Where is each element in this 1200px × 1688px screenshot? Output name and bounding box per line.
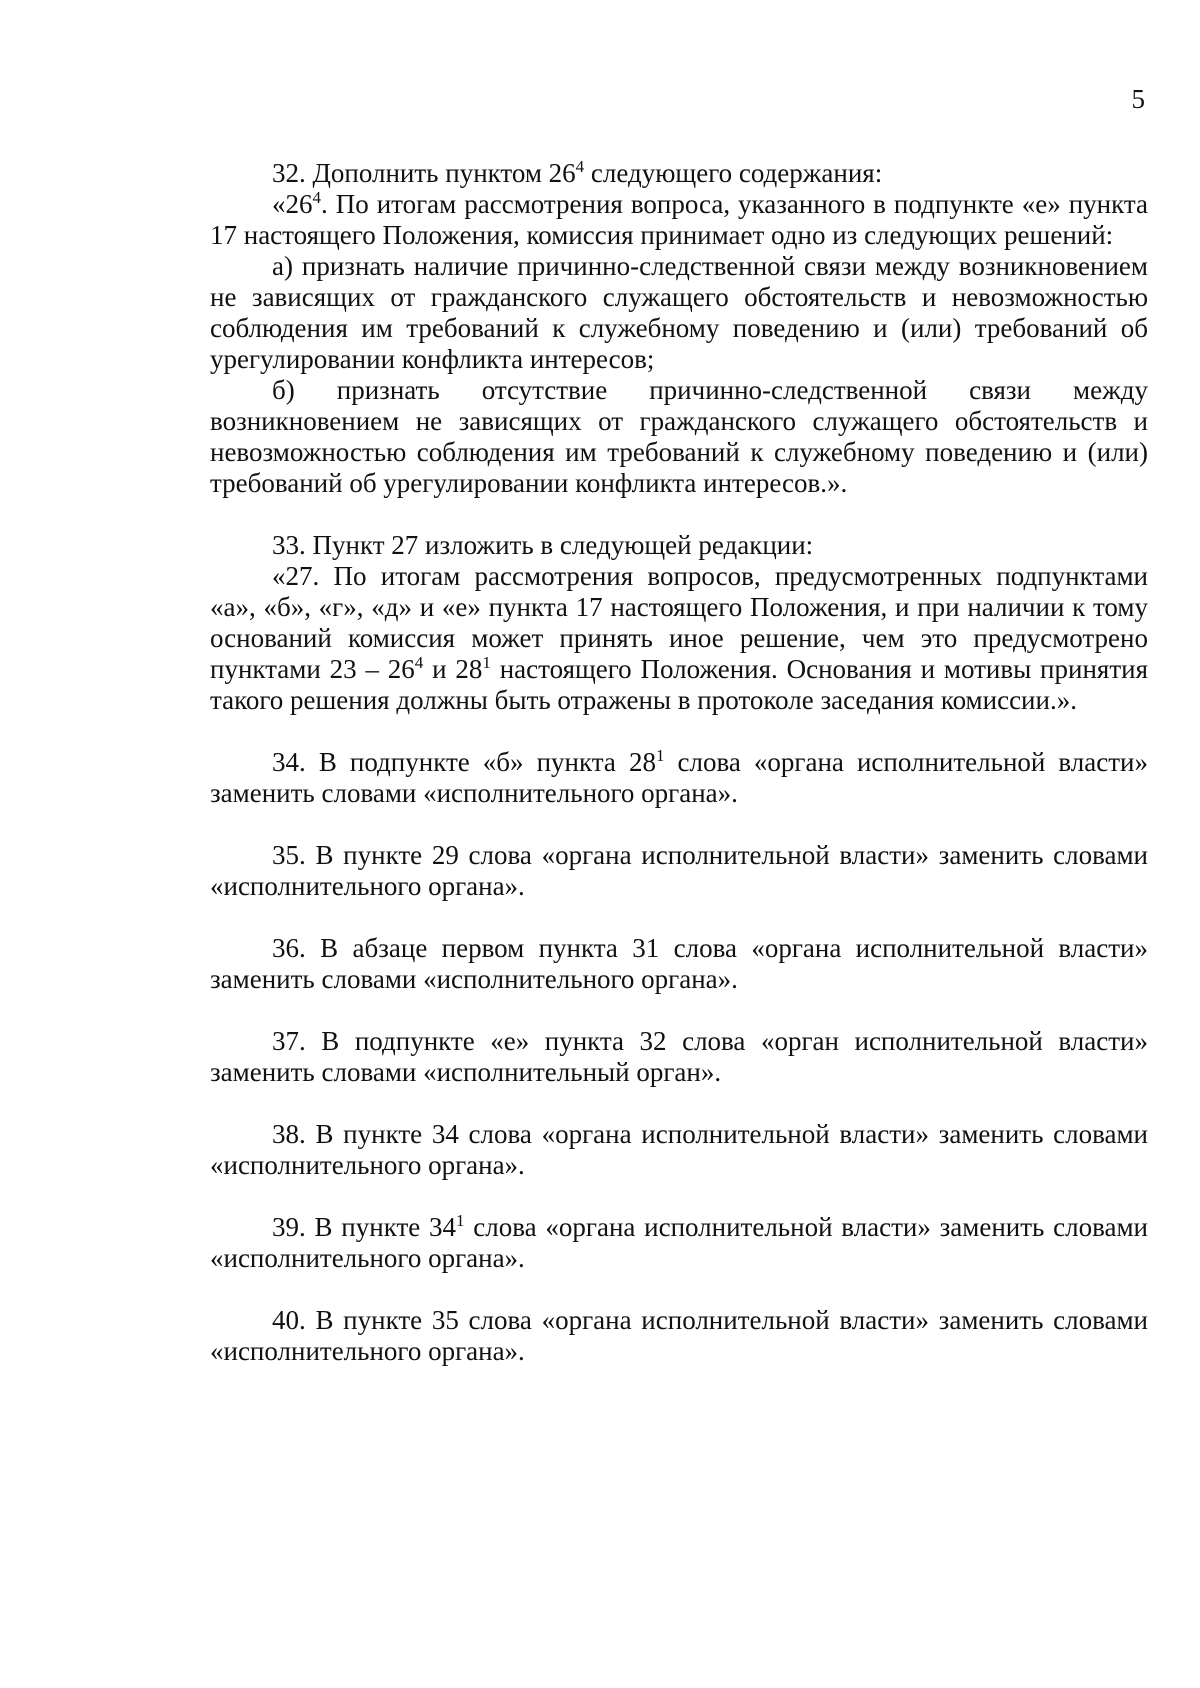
paragraph-gap: [210, 1088, 1148, 1119]
item-34: 34. В подпункте «б» пункта $28^1$ слова «органа исполнительной власти» заменить словами «исполнительного органа».: [210, 746, 1148, 808]
item-33-heading: 33. Пункт 27 изложить в следующей редакции:: [272, 530, 814, 560]
item-40: 40. В пункте 35 слова «органа исполнительной власти» заменить словами «исполнительного органа».: [210, 1305, 1148, 1366]
item-32-subpoint-a: а) признать наличие причинно-следственной связи между возникновением не зависящих от гражданского служащего обстоятельств и невозможностью соблюдения им требований к служебному поведению и (или) требований об урегулировании конфликта интересов;: [210, 251, 1148, 374]
document-body: [210, 158, 1148, 1367]
item-36: 36. В абзаце первом пункта 31 слова «органа исполнительной власти» заменить словами «исполнительного органа».: [210, 933, 1148, 994]
item-32-subpoint-b: б) признать отсутствие причинно-следственной связи между возникновением не зависящих от гражданского служащего обстоятельств и невозможностью соблюдения им требований к служебному поведению и (или) требований об урегулировании конфликта интересов.».: [210, 375, 1148, 498]
paragraph-gap: [210, 716, 1148, 747]
item-38: 38. В пункте 34 слова «органа исполнительной власти» заменить словами «исполнительного органа».: [210, 1119, 1148, 1180]
item-39: 39. В пункте $34^1$ слова «органа исполнительной власти» заменить словами «исполнительного органа».: [210, 1211, 1149, 1273]
page-number: 5: [1131, 84, 1145, 114]
paragraph-gap: [210, 995, 1148, 1026]
item-35: 35. В пункте 29 слова «органа исполнительной власти» заменить словами «исполнительного органа».: [210, 840, 1148, 901]
item-32-quote: «$26^4$. По итогам рассмотрения вопроса, указанного в подпункте «е» пункта 17 настоящего Положения, комиссия принимает одно из следующих решений:: [210, 188, 1148, 250]
paragraph-gap: [210, 499, 1148, 530]
item-33-text: «27. По итогам рассмотрения вопросов, предусмотренных подпунктами «а», «б», «г», «д» и «е» пункта 17 настоящего Положения, и при наличии к тому оснований комиссия может принять иное решение, чем это предусмотрено пунктами $23 - 26^4$ и $28^1$ настоящего Положения. Основания и мотивы принятия такого решения должны быть отражены в протоколе заседания комиссии.».: [210, 561, 1148, 715]
paragraph-gap: [210, 1274, 1148, 1305]
paragraph-gap: [210, 809, 1148, 840]
paragraph-gap: [210, 902, 1148, 933]
paragraph-gap: [210, 1181, 1148, 1212]
item-37: 37. В подпункте «е» пункта 32 слова «орган исполнительной власти» заменить словами «исполнительный орган».: [210, 1026, 1148, 1087]
item-32-heading: 32. Дополнить пунктом $26^4$ следующего содержания:: [272, 157, 883, 188]
